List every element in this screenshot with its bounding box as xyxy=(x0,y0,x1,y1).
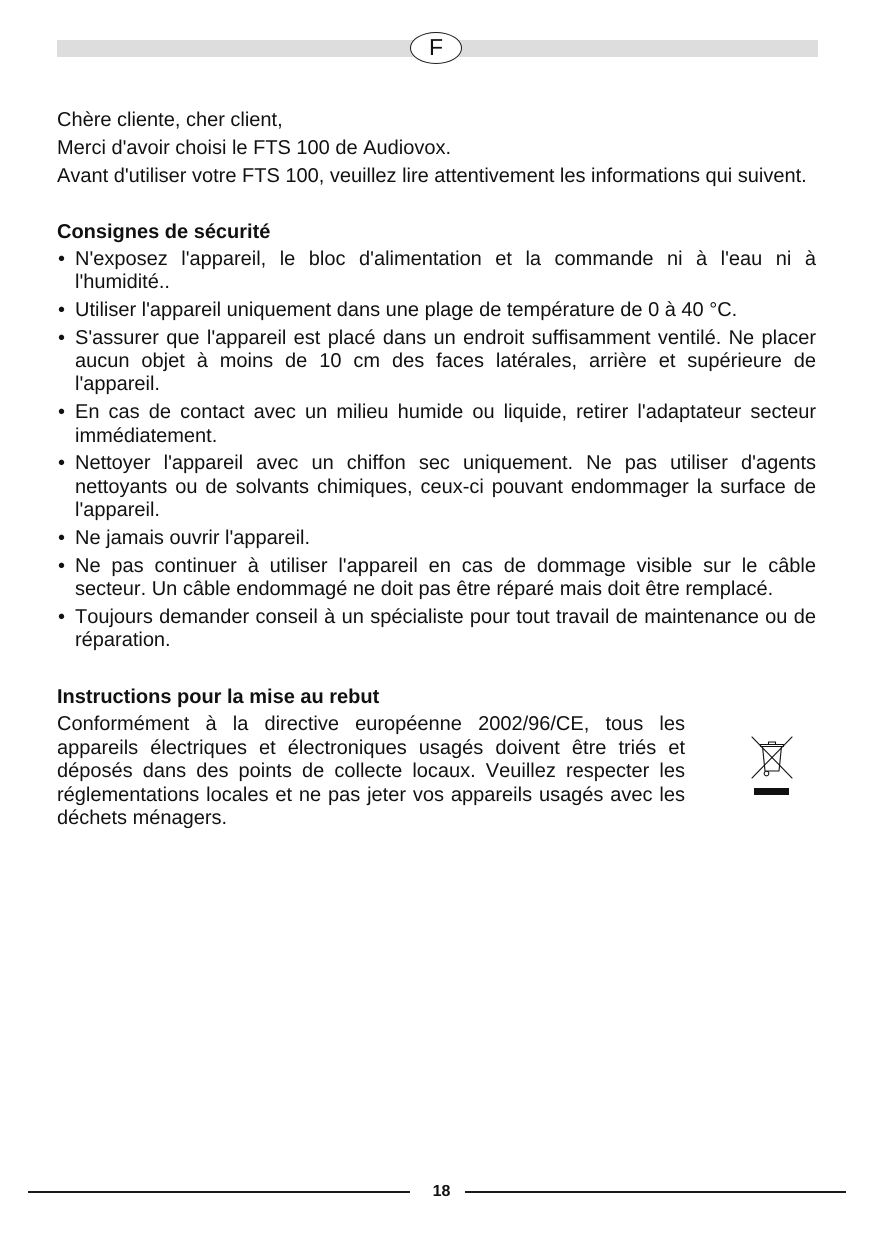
list-item xyxy=(57,299,816,322)
intro-line-salutation: Chère cliente, cher client, xyxy=(57,109,283,131)
list-item xyxy=(57,401,816,448)
bullet-marker: • xyxy=(58,326,66,349)
list-item xyxy=(57,555,816,602)
disposal-paragraph: Conformément à la directive européenne 2002/96/CE, tous les appareils électriques et électroniques usagés doivent être triés et déposés dans des points de collecte locaux. Veuillez respecter les réglementations locales et ne pas jeter vos appareils usagés avec les déchets ménagers. xyxy=(57,713,685,829)
list-item-text: Toujours demander conseil à un spécialiste pour tout travail de maintenance ou de réparation. xyxy=(75,605,816,651)
crossed-out-wheelie-bin-icon xyxy=(750,735,794,797)
list-item xyxy=(57,452,816,522)
safety-instructions-list xyxy=(57,248,816,652)
language-badge: F xyxy=(410,32,462,64)
bullet-marker: • xyxy=(58,452,66,475)
bullet-marker: • xyxy=(58,605,66,628)
disposal-heading: Instructions pour la mise au rebut xyxy=(57,685,380,708)
footer-rule-right xyxy=(465,1191,846,1193)
footer-rule-left xyxy=(28,1191,410,1193)
list-item-text: Ne jamais ouvrir l'appareil. xyxy=(75,526,311,549)
bullet-marker: • xyxy=(58,526,66,549)
safety-heading: Consignes de sécurité xyxy=(57,221,271,243)
list-item xyxy=(57,527,816,550)
list-item-text: Utiliser l'appareil uniquement dans une plage de température de 0 à 40 °C. xyxy=(75,299,738,322)
intro-line-instruction: Avant d'utiliser votre FTS 100, veuillez lire attentivement les informations qui suivent. xyxy=(57,165,807,187)
bullet-marker: • xyxy=(58,554,66,577)
intro-block xyxy=(57,106,818,190)
intro-line-thanks: Merci d'avoir choisi le FTS 100 de Audiovox. xyxy=(57,137,451,159)
list-item-text: S'assurer que l'appareil est placé dans un endroit suffisamment ventilé. Ne placer aucun objet à moins de 10 cm des faces latérales, arrière et supérieure de l'appareil. xyxy=(75,326,816,396)
list-item xyxy=(57,327,816,397)
list-item xyxy=(57,248,816,295)
list-item-text: Nettoyer l'appareil avec un chiffon sec uniquement. Ne pas utiliser d'agents nettoyants ou de solvants chimiques, ceux-ci pouvant endommager la surface de l'appareil. xyxy=(75,452,816,521)
list-item-text: N'exposez l'appareil, le bloc d'alimentation et la commande ni à l'eau ni à l'humidité.. xyxy=(75,248,816,294)
page-number: 18 xyxy=(432,1183,451,1200)
list-item xyxy=(57,606,816,653)
weee-marking-bar xyxy=(754,788,789,795)
list-item-text: En cas de contact avec un milieu humide ou liquide, retirer l'adaptateur secteur immédiatement. xyxy=(75,401,816,447)
bullet-marker: • xyxy=(58,401,66,424)
list-item-text: Ne pas continuer à utiliser l'appareil en cas de dommage visible sur le câble secteur. Un câble endommagé ne doit pas être réparé mais doit être remplacé. xyxy=(75,554,816,600)
bullet-marker: • xyxy=(58,248,66,270)
bullet-marker: • xyxy=(58,299,66,322)
